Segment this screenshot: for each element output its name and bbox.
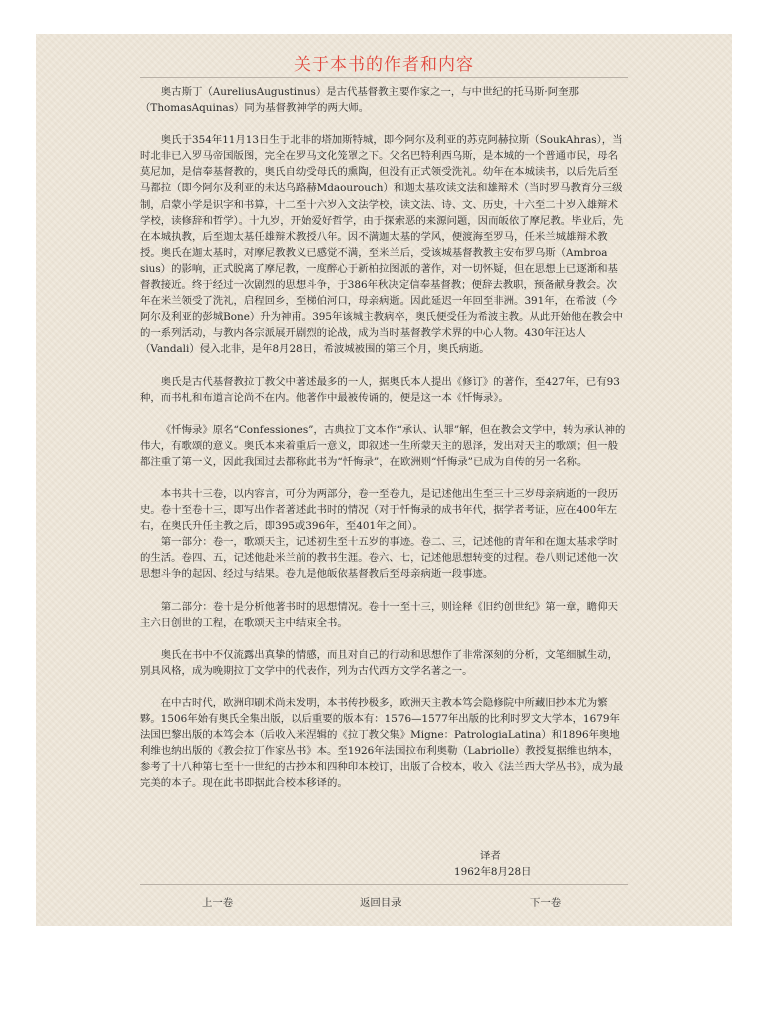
- paragraph-editions: 在中古时代，欧洲印刷术尚未发明，本书传抄极多，欧洲天主教本笃会隐修院中所藏旧抄本尤为繁夥。1506年始有奥氏全集出版，以后重要的版本有：1576—1577年出版的比利时罗文大学本，1679年法国巴黎出版的本笃会本（后收入米涅辑的《拉丁教父集》Migne：PatrologiaLatina）和1896年奥地利维也纳出版的《教会拉丁作家丛书》本。至1926年法国拉布利奥勒（Labriolle）教授复据维也纳本，参考了十八种第七至十一世纪的古抄本和四种印本校订，出版了合校本，收入《法兰西大学丛书》，成为最完美的本子。现在此书即据此合校本移译的。: [140, 696, 624, 790]
- page-panel: [36, 34, 732, 926]
- page-title: 关于本书的作者和内容: [294, 55, 474, 75]
- paragraph-structure: 本书共十三卷，以内容言，可分为两部分，卷一至卷九，是记述他出生至三十三岁母亲病逝的一段历史。卷十至卷十三，即写出作者著述此书时的情况（对于忏悔录的成书年代，据学者考证，应在400年左右，在奥氏升任主教之后，即395或396年，至401年之间）。: [140, 487, 618, 533]
- translator-label: 译者: [480, 850, 501, 862]
- paragraph-works: 奥氏是古代基督教拉丁教父中著述最多的一人，据奥氏本人提出《修订》的著作，至427年，已有93种，而书札和布道言论尚不在内。他著作中最被传诵的，便是这一本《忏悔录》。: [140, 375, 620, 404]
- paragraph-biography: 奥氏于354年11月13日生于北非的塔加斯特城，即今阿尔及利亚的苏克阿赫拉斯（SoukAhras），当时北非已入罗马帝国版图，完全在罗马文化笼罩之下。父名巴特利西乌斯，是本城的一个普通市民，母名莫尼加，是信奉基督教的，奥氏自幼受母氏的熏陶，但没有正式领受洗礼。幼年在本城读书，以后先后至马都拉（即今阿尔及利亚的未达乌路赫Mdaourouch）和迦太基攻读文法和雄辩术（当时罗马教育分三级制，启蒙小学是识字和书算，十二至十六岁入文法学校，读文法、诗、文、历史，十六至二十岁入雄辩术学校，读修辞和哲学）。十九岁，开始爱好哲学，由于探索恶的来源问题，因而皈依了摩尼教。毕业后，先在本城执教，后至迦太基任雄辩术教授八年。因不满迦太基的学风，便渡海至罗马，任米兰城雄辩术教授。奥氏在迦太基时，对摩尼教教义已感觉不满，至米兰后，受该城基督教教主安布罗乌斯（Ambroa sius）的影响，正式脱离了摩尼教，一度醉心于新柏拉图派的著作，对一切怀疑，但在思想上已逐渐和基督教接近。终于经过一次剧烈的思想斗争，于386年秋决定信奉基督教；便辞去教职，预备献身教会。次年在米兰领受了洗礼，启程回乡，至梯伯河口，母亲病逝。因此延迟一年回至非洲。391年，在希波（今阿尔及利亚的彭城Bone）升为神甫。395年该城主教病卒，奥氏便受任为希波主教。从此开始他在教会中的一系列活动，与教内各宗派展开剧烈的论战，成为当时基督教学术界的中心人物。430年汪达人（Vandali）侵入北非，是年8月28日，希波城被围的第三个月，奥氏病逝。: [140, 134, 624, 356]
- next-chapter-link[interactable]: 下一卷: [530, 897, 562, 909]
- article-body: [140, 84, 626, 807]
- paragraph-title-meaning: 《忏悔录》原名“Confessiones”，古典拉丁文本作“承认、认罪”解，但在教会文学中，转为承认神的伟大，有歌颂的意义。奥氏本来着重后一意义，即叙述一生所蒙天主的恩泽，发出对天主的歌颂；但一般都注重了第一义，因此我国过去都称此书为“忏悔录”，在欧洲则“忏悔录”已成为自传的另一名称。: [140, 423, 626, 468]
- table-of-contents-link[interactable]: 返回目录: [360, 897, 402, 909]
- previous-chapter-link[interactable]: 上一卷: [202, 897, 234, 909]
- title-divider: [140, 77, 628, 78]
- paragraph-part-two: 第二部分：卷十是分析他著书时的思想情况。卷十一至十三，则诠释《旧约创世纪》第一章，瞻仰天主六日创世的工程，在歌颂天主中结束全书。: [140, 600, 618, 629]
- paragraph-intro: 奥古斯丁（AureliusAugustinus）是古代基督教主要作家之一，与中世纪的托马斯·阿奎那（ThomasAquinas）同为基督教神学的两大师。: [140, 86, 579, 115]
- signature-date: 1962年8月28日: [454, 866, 532, 878]
- paragraph-part-one: 第一部分：卷一，歌颂天主，记述初生至十五岁的事迹。卷二、三，记述他的青年和在迦太基求学时的生活。卷四、五，记述他赴米兰前的教书生涯。卷六、七，记述他思想转变的过程。卷八则记述他一次思想斗争的起因、经过与结果。卷九是他皈依基督教后至母亲病逝一段事迹。: [140, 536, 618, 581]
- footer-divider: [140, 884, 628, 885]
- paragraph-evaluation: 奥氏在书中不仅流露出真挚的情感，而且对自己的行动和思想作了非常深刻的分析，文笔细腻生动，别具风格，成为晚期拉丁文学中的代表作，列为古代西方文学名著之一。: [140, 648, 618, 677]
